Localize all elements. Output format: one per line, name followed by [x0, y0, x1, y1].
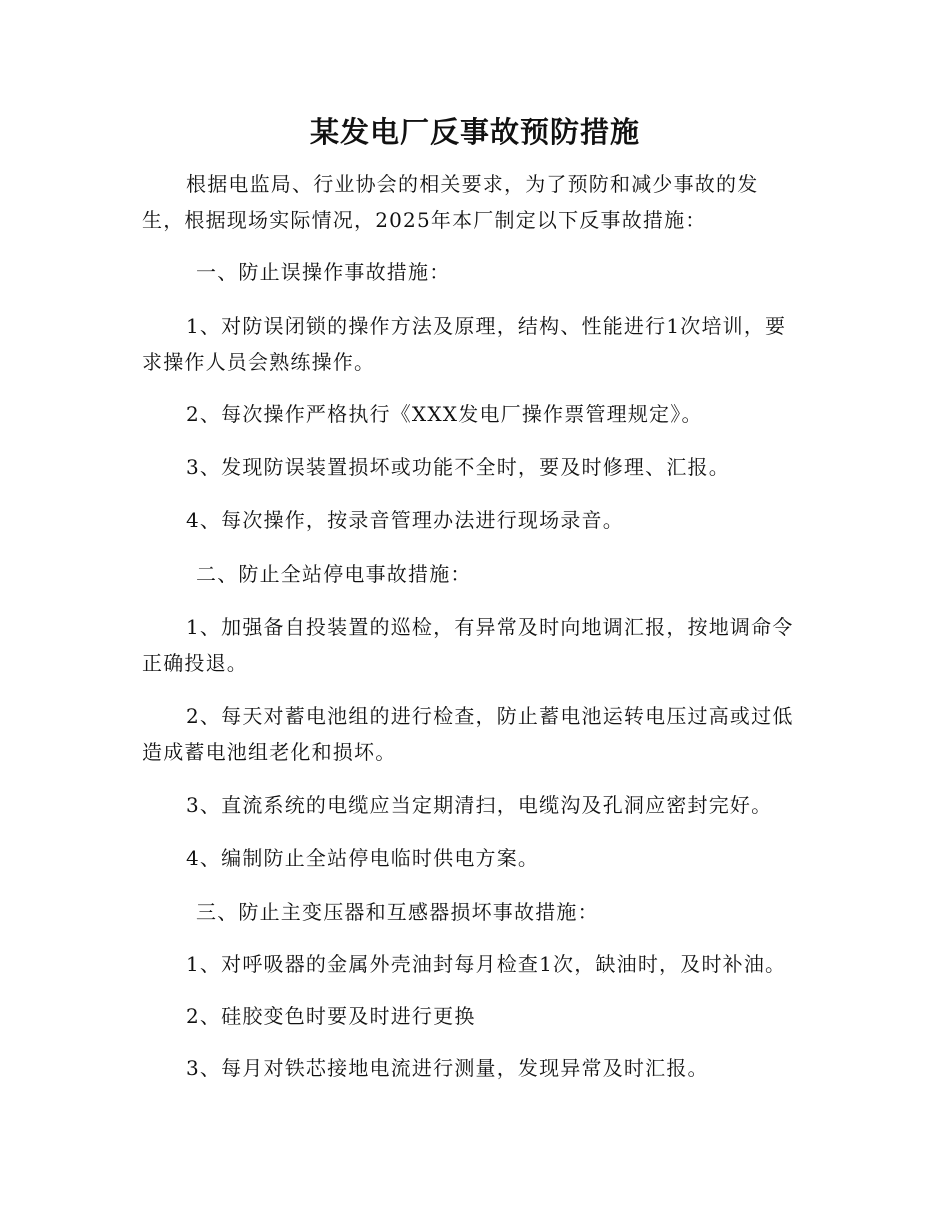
list-item: 2、硅胶变色时要及时进行更换 [186, 1004, 476, 1028]
list-item: 3、直流系统的电缆应当定期清扫，电缆沟及孔洞应密封完好。 [186, 793, 773, 817]
section-heading-1: 一、防止误操作事故措施： [196, 260, 451, 284]
list-item: 3、每月对铁芯接地电流进行测量，发现异常及时汇报。 [186, 1056, 709, 1080]
list-item [142, 609, 812, 681]
list-item: 3、发现防误装置损坏或功能不全时，要及时修理、汇报。 [186, 455, 730, 479]
list-item-line-1: 2、每天对蓄电池组的进行检查，防止蓄电池运转电压过高或过低 [186, 704, 794, 728]
list-item-line-1: 1、对防误闭锁的操作方法及原理，结构、性能进行1次培训，要 [186, 314, 787, 338]
section-heading-3: 三、防止主变压器和互感器损坏事故措施： [196, 900, 599, 924]
list-item [142, 308, 812, 380]
list-item [142, 698, 812, 770]
section-heading-2: 二、防止全站停电事故措施： [196, 562, 472, 586]
list-item: 4、编制防止全站停电临时供电方案。 [186, 846, 540, 870]
list-item: 1、对呼吸器的金属外壳油封每月检查1次，缺油时，及时补油。 [186, 952, 787, 976]
intro-line-1: 根据电监局、行业协会的相关要求，为了预防和减少事故的发 [186, 172, 759, 196]
list-item-line-2: 正确投退。 [142, 651, 248, 675]
intro-paragraph [142, 166, 812, 238]
intro-line-2: 生，根据现场实际情况，2025年本厂制定以下反事故措施： [142, 208, 707, 232]
list-item: 2、每次操作严格执行《XXX发电厂操作票管理规定》。 [186, 402, 703, 426]
list-item-line-1: 1、加强备自投装置的巡检，有异常及时向地调汇报，按地调命令 [186, 615, 794, 639]
list-item-line-2: 造成蓄电池组老化和损坏。 [142, 740, 397, 764]
document-title: 某发电厂反事故预防措施 [309, 115, 640, 149]
list-item-line-2: 求操作人员会熟练操作。 [142, 350, 376, 374]
list-item: 4、每次操作，按录音管理办法进行现场录音。 [186, 508, 624, 532]
